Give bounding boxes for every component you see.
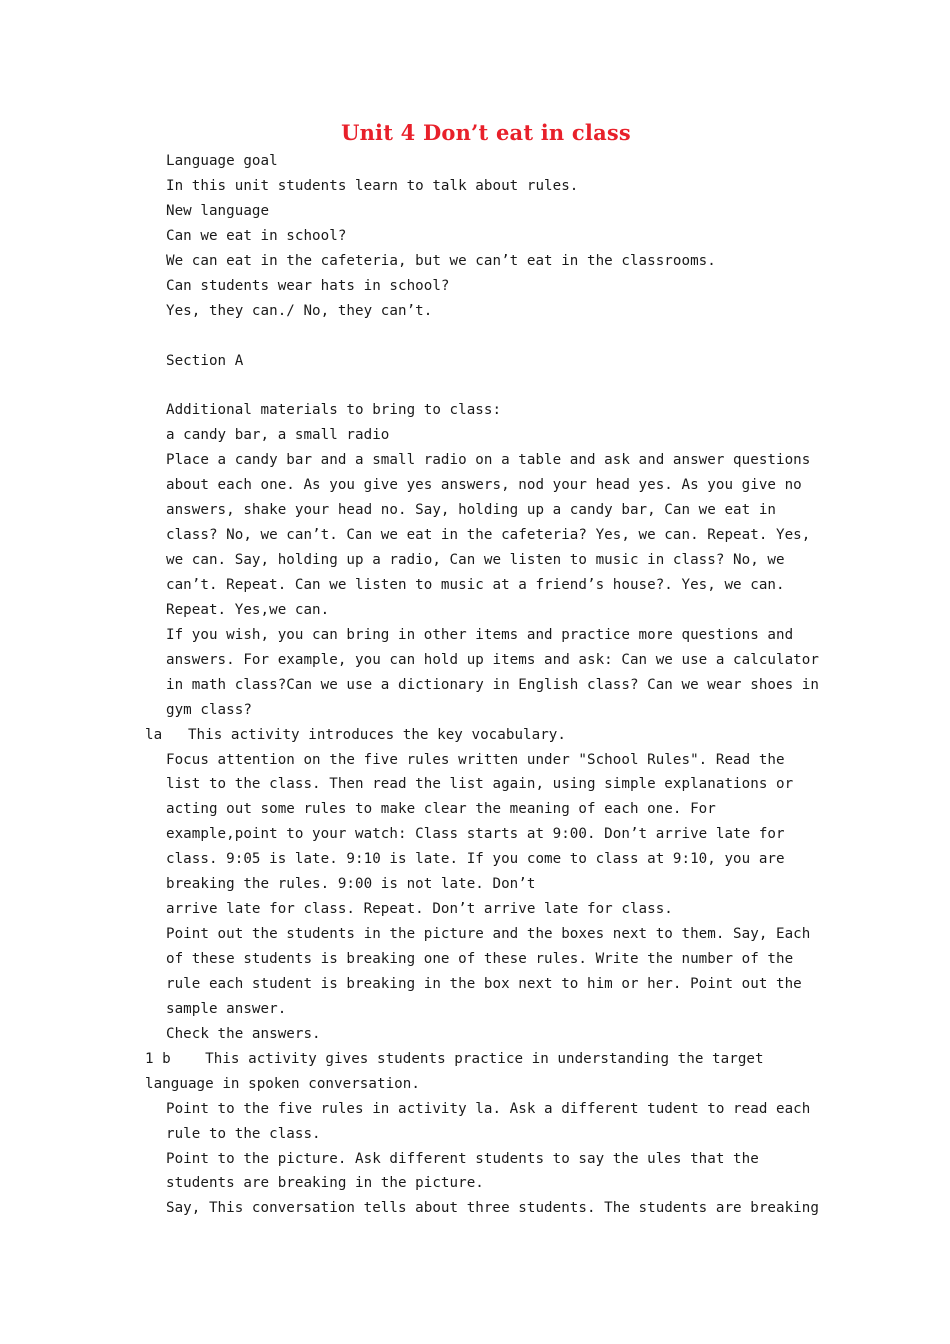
section-heading: Section A	[166, 352, 244, 369]
text-line: class. 9:05 is late. 9:10 is late. If you come to class at 9:10, you are	[166, 851, 785, 868]
text-line: rule each student is breaking in the box next to him or her. Point out the	[166, 975, 802, 992]
text-line: students are breaking in the picture.	[166, 1175, 484, 1192]
text-line: answers. For example, you can hold up items and ask: Can we use a calculator	[166, 651, 819, 668]
document-body	[145, 149, 825, 1221]
text-line: Yes, they can./ No, they can’t.	[166, 302, 433, 319]
blank-line	[145, 373, 825, 398]
text-line: Check the answers.	[166, 1025, 321, 1042]
text-line: acting out some rules to make clear the meaning of each one. For	[166, 801, 716, 818]
text-line: We can eat in the cafeteria, but we can’t eat in the classrooms.	[166, 252, 716, 269]
text-line: Repeat. Yes,we can.	[166, 601, 330, 618]
activity-label-1b: 1 b This activity gives students practice in understanding the target	[145, 1050, 764, 1067]
text-line: In this unit students learn to talk about rules.	[166, 177, 579, 194]
text-line: sample answer.	[166, 1000, 287, 1017]
text-line: in math class?Can we use a dictionary in English class? Can we wear shoes in	[166, 676, 819, 693]
text-line: a candy bar, a small radio	[166, 427, 390, 444]
text-line: gym class?	[166, 701, 252, 718]
text-line: Focus attention on the five rules written under "School Rules". Read the	[166, 751, 785, 768]
text-line: class? No, we can’t. Can we eat in the cafeteria? Yes, we can. Repeat. Yes,	[166, 527, 811, 544]
text-line: arrive late for class. Repeat. Don’t arrive late for class.	[166, 901, 673, 918]
text-line: list to the class. Then read the list again, using simple explanations or	[166, 776, 794, 793]
text-line: Additional materials to bring to class:	[166, 402, 502, 419]
text-line: language in spoken conversation.	[145, 1075, 420, 1092]
text-line: Language goal	[166, 153, 278, 169]
text-line: Point to the picture. Ask different students to say the ules that the	[166, 1150, 759, 1167]
text-line: Place a candy bar and a small radio on a table and ask and answer questions	[166, 452, 811, 469]
text-line: New language	[166, 202, 270, 219]
text-line: If you wish, you can bring in other items and practice more questions and	[166, 626, 794, 643]
text-line: example,point to your watch: Class starts at 9:00. Don’t arrive late for	[166, 826, 785, 843]
text-line: breaking the rules. 9:00 is not late. Don’t	[166, 876, 536, 893]
text-line: can’t. Repeat. Can we listen to music at a friend’s house?. Yes, we can.	[166, 576, 785, 593]
blank-line	[145, 324, 825, 349]
text-line: Point to the five rules in activity la. Ask a different tudent to read each	[166, 1100, 811, 1117]
text-line: Point out the students in the picture and the boxes next to them. Say, Each	[166, 926, 811, 943]
activity-label-1a: la This activity introduces the key vocabulary.	[145, 726, 566, 743]
text-line: Can students wear hats in school?	[166, 277, 450, 294]
text-line: Say, This conversation tells about three students. The students are breaking	[166, 1200, 819, 1217]
text-line: about each one. As you give yes answers, nod your head yes. As you give no	[166, 477, 802, 494]
text-line: of these students is breaking one of these rules. Write the number of the	[166, 951, 794, 967]
text-line: rule to the class.	[166, 1125, 321, 1142]
text-line: we can. Say, holding up a radio, Can we listen to music in class? No, we	[166, 552, 785, 568]
document-title: Unit 4 Don’t eat in class	[341, 120, 631, 145]
text-line: answers, shake your head no. Say, holding up a candy bar, Can we eat in	[166, 502, 777, 519]
text-line: Can we eat in school?	[166, 227, 347, 244]
